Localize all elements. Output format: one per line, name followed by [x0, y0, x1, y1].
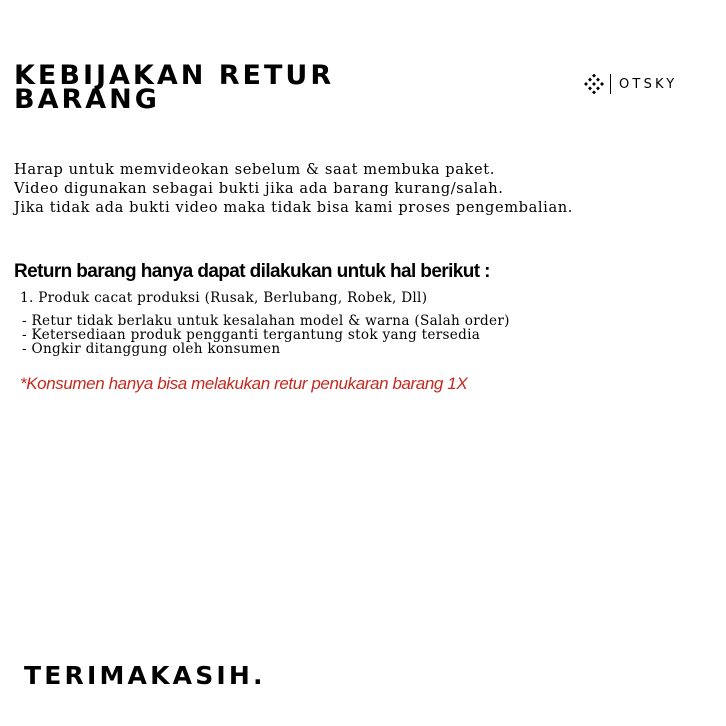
brand-name: OTSKY [619, 76, 678, 92]
logo-divider [610, 74, 611, 94]
otsky-logo-icon [584, 74, 604, 94]
return-conditions-heading: Return barang hanya dapat dilakukan untuk hal berikut : [14, 261, 490, 282]
page-title-line-1: KEBIJAKAN RETUR [14, 60, 335, 91]
intro-text [14, 160, 573, 217]
return-note: - Ongkir ditanggung oleh konsumen [22, 341, 281, 357]
intro-line: Harap untuk memvideokan sebelum & saat membuka paket. [14, 161, 495, 178]
return-condition-item: 1. Produk cacat produksi (Rusak, Berlubang, Robek, Dll) [20, 290, 428, 306]
thank-you-text: TERIMAKASIH. [24, 661, 266, 690]
page-title-line-2: BARANG [14, 84, 160, 115]
intro-line: Video digunakan sebagai bukti jika ada barang kurang/salah. [14, 180, 504, 197]
brand-logo [584, 73, 677, 95]
page-title [14, 60, 335, 115]
return-notes [22, 314, 510, 356]
return-note: - Ketersediaan produk pengganti tergantung stok yang tersedia [22, 327, 481, 343]
intro-line: Jika tidak ada bukti video maka tidak bisa kami proses pengembalian. [14, 199, 573, 216]
return-disclaimer: *Konsumen hanya bisa melakukan retur penukaran barang 1X [20, 374, 468, 393]
return-note: - Retur tidak berlaku untuk kesalahan model & warna (Salah order) [22, 313, 510, 329]
